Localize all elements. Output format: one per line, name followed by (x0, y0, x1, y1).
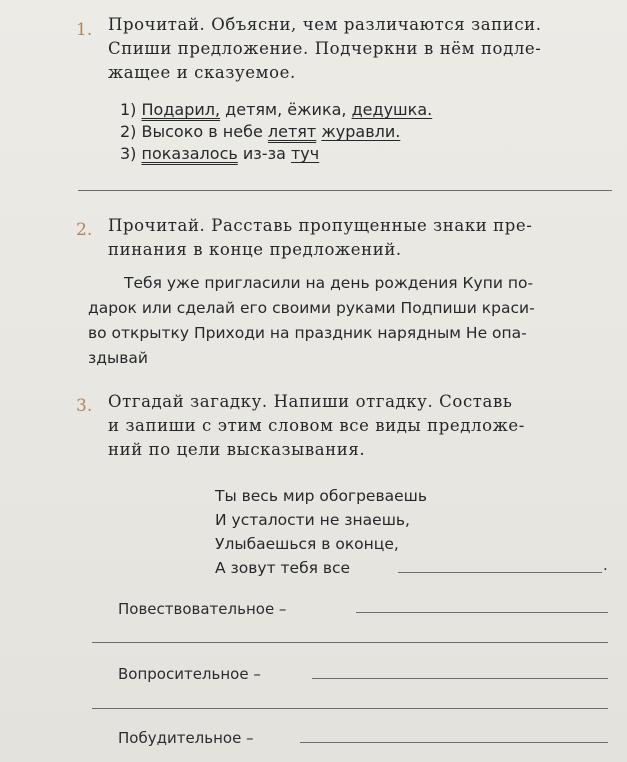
task-instructions (108, 13, 618, 85)
answer-line[interactable] (92, 708, 608, 709)
task-number: 3. (76, 396, 93, 416)
task-instructions (108, 214, 618, 262)
task-instructions (108, 390, 618, 462)
instruction-line: ний по цели высказывания. (108, 440, 366, 459)
poem-line: Улыбаешься в оконце, (215, 535, 399, 553)
subject-word: журавли. (321, 122, 401, 141)
predicate-word: Подарил, (141, 100, 221, 119)
word: небе (222, 122, 263, 141)
answer-line[interactable] (356, 612, 608, 613)
instruction-line: жащее и сказуемое. (108, 63, 296, 82)
subject-word: дедушка. (351, 100, 433, 119)
instruction-line: пинания в конце предложений. (108, 240, 402, 259)
instruction-line: Спиши предложение. Подчеркни в нём подле- (108, 39, 542, 58)
item-number: 1) (120, 100, 137, 119)
poem-end-period: . (603, 556, 608, 574)
imperative-label: Побудительное – (118, 729, 254, 747)
text-line: здывай (88, 349, 148, 367)
answer-line[interactable] (312, 678, 608, 679)
riddle-poem (215, 484, 427, 580)
word: в (208, 122, 218, 141)
task-number: 1. (76, 20, 93, 40)
answer-line[interactable] (92, 642, 608, 643)
word: ёжика, (287, 100, 347, 119)
task-number: 2. (76, 220, 93, 240)
subject-word: туч (290, 144, 320, 163)
text-line: Тебя уже пригласили на день рождения Купи по- (124, 274, 534, 292)
predicate-word: летят (267, 122, 317, 141)
answer-line[interactable] (398, 572, 602, 573)
sentence-3 (120, 144, 319, 163)
item-number: 3) (120, 144, 137, 163)
poem-line: Ты весь мир обогреваешь (215, 487, 427, 505)
word: Высоко (141, 122, 204, 141)
sentence-2 (120, 122, 400, 141)
narrative-label: Повествовательное – (118, 600, 287, 618)
instruction-line: Отгадай загадку. Напиши отгадку. Составь (108, 392, 513, 411)
item-number: 2) (120, 122, 137, 141)
word: из-за (242, 144, 286, 163)
instruction-line: Прочитай. Объясни, чем различаются записи. (108, 15, 542, 34)
poem-line: И усталости не знаешь, (215, 511, 410, 529)
instruction-line: и запиши с этим словом все виды предложе- (108, 416, 525, 435)
predicate-word: показалось (141, 144, 238, 163)
instruction-line: Прочитай. Расставь пропущенные знаки пре- (108, 216, 533, 235)
exercise-text (88, 271, 613, 371)
text-line: дарок или сделай его своими руками Подпиши краси- (88, 299, 535, 317)
word: детям, (225, 100, 283, 119)
writing-line (78, 190, 612, 191)
interrogative-label: Вопросительное – (118, 665, 261, 683)
poem-line: А зовут тебя все (215, 559, 351, 577)
sentence-1 (120, 100, 432, 119)
answer-line[interactable] (300, 742, 608, 743)
text-line: во открытку Приходи на праздник нарядным Не опа- (88, 324, 527, 342)
